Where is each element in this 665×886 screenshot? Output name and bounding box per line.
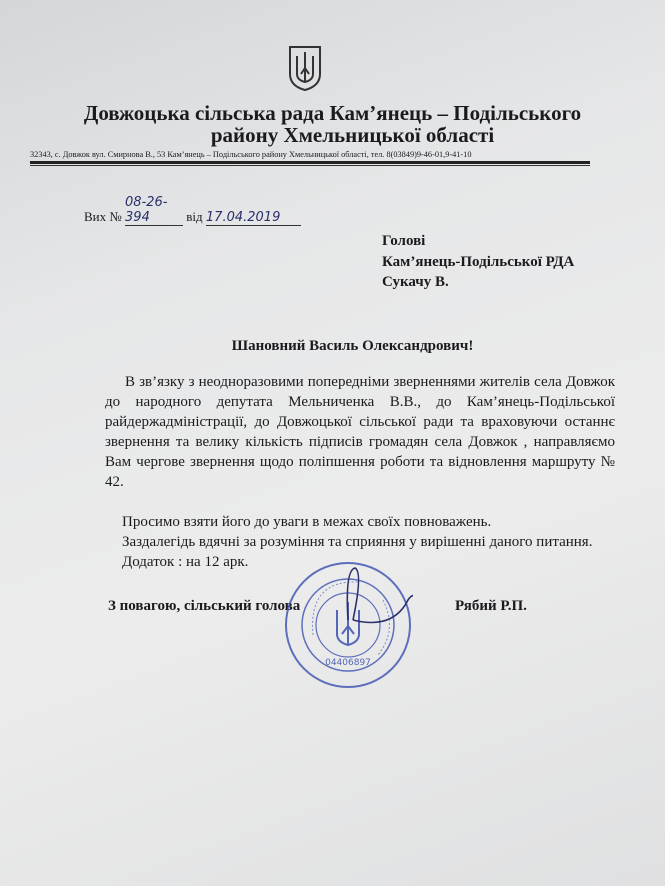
outgoing-label: Вих № <box>84 209 122 224</box>
letterhead-title: Довжоцька сільська рада Кам’янець – Подільського <box>83 101 582 125</box>
recipient-line: Кам’янець-Подільської РДА <box>382 254 575 270</box>
svg-text:04406897: 04406897 <box>325 658 371 668</box>
outgoing-reference <box>84 195 301 226</box>
body-paragraph: Заздалегідь вдячні за розуміння та сприяння у вирішенні даного питання. <box>122 534 593 550</box>
coat-of-arms-icon <box>287 44 323 92</box>
date-label: від <box>186 209 203 224</box>
header-divider-thin <box>30 165 590 166</box>
body-paragraph: В зв’язку з неодноразовими попередніми зверненнями жителів села Довжок до народного депутата Мельниченка В.В., до Кам’янець-Подільської райдержадміністрації, до Довжоцької сільської ради та враховуючи останнє звернення та велику кількість підписів громадян села Довжок , направляємо Вам чергове звернення щодо поліпшення роботи та відновлення маршруту № 42. <box>105 374 615 490</box>
body-paragraph: Просимо взяти його до уваги в межах своїх повноважень. <box>122 514 492 530</box>
letterhead-subtitle: району Хмельницької області <box>210 123 495 147</box>
signatory-name: Рябий Р.П. <box>455 598 527 614</box>
letterhead-address: 32343, с. Довжок вул. Смирнова В., 53 Кам’янець – Подільського району Хмельницької області, тел. 8(03849)9-46-01,9-41-10 <box>30 150 472 159</box>
letter-body <box>105 372 615 572</box>
outgoing-date: 17.04.2019 <box>206 210 301 226</box>
body-paragraph: Додаток : на 12 арк. <box>122 554 249 570</box>
recipient-line: Сукачу В. <box>382 274 449 290</box>
header-divider <box>30 161 590 164</box>
signature-title: З повагою, сільський голова <box>108 598 301 614</box>
greeting: Шановний Василь Олександрович! <box>231 338 474 354</box>
official-stamp-icon <box>283 560 413 690</box>
outgoing-number: 08-26-394 <box>125 195 183 226</box>
recipient-line: Голові <box>382 233 426 249</box>
